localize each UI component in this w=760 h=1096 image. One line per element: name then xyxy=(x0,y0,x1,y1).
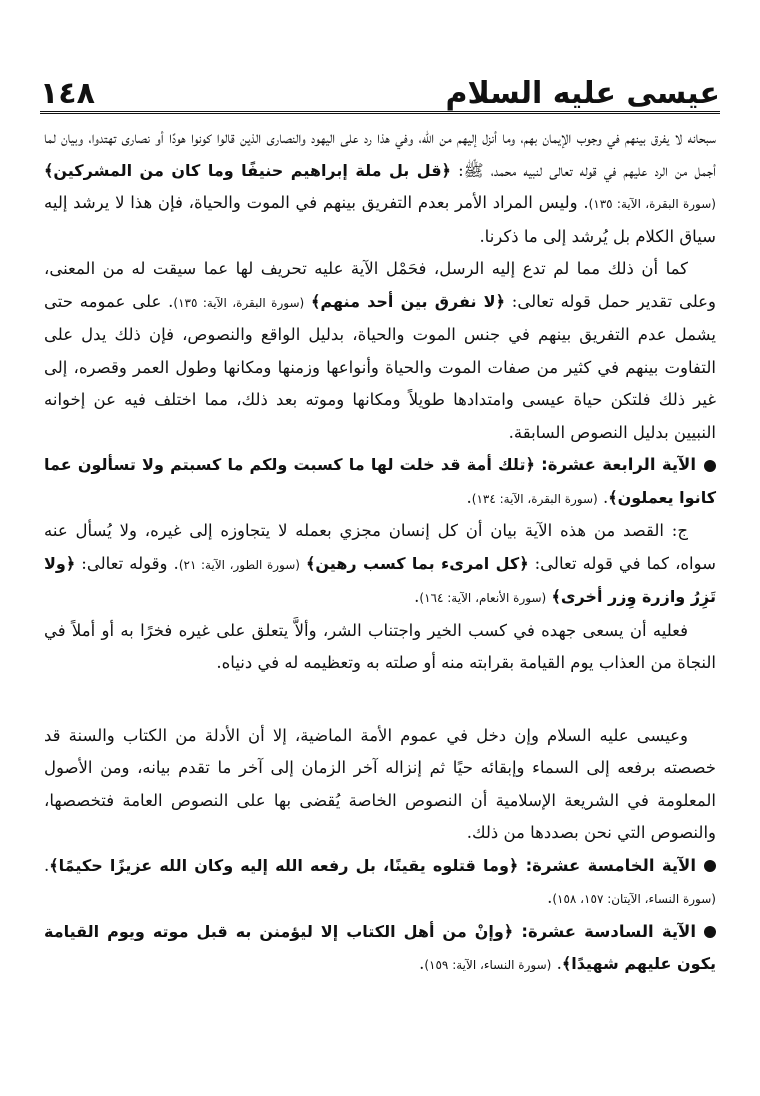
body-text xyxy=(44,122,716,982)
paragraph-7: الآية الخامسة عشرة: ﴿وما قتلوه يقينًا، بل رفعه الله إليه وكان الله عزيزًا حكيمًا﴾. (سورة النساء، الآيتان: ١٥٧، ١٥٨). xyxy=(44,855,716,907)
paragraph-6 xyxy=(44,720,716,850)
running-title: عيسى عليه السلام xyxy=(445,76,720,111)
paragraph-3: الآية الرابعة عشرة: ﴿تلك أمة قد خلت لها ما كسبت ولكم ما كسبتم ولا تسألون عما كانوا يعملون﴾. (سورة البقرة، الآية: ١٣٤). xyxy=(44,455,716,507)
paragraph-text: . وقوله تعالى: xyxy=(75,553,179,573)
paragraph-text: فعليه أن يسعى جهده في كسب الخير واجتناب الشر، وألاَّ يتعلق على غيره فخرًا به أو أملاً في النجاة من العذاب يوم القيامة بقرابته منه أو صلته به وتعظيمه له في دنياه. xyxy=(44,620,716,672)
paragraph-text: . على عمومه حتى يشمل عدم التفريق بينهم في جنس الموت والحياة، بدليل الواقع والنصوص، فإن ذلك يدل على التفاوت بينهم في كثير من صفات الموت والحياة وأنواعها وزمنها ومكانها وطول العمر وقصره، إلى غير ذلك فلتكن حياة عيسى وامتدادها طويلاً ومكانها وموته بعد ذلك، مما اختلف فيه عن إخوانه النبيين بدليل النصوص السابقة. xyxy=(44,291,717,442)
verse-heading: الآية الخامسة عشرة: xyxy=(518,855,696,875)
paragraph-text: وعيسى عليه السلام وإن دخل في عموم الأمة الماضية، إلا أن الأدلة من الكتاب والسنة قد خصصته برفعه إلى السماء وإبقائه حيًا ثم إنزاله آخر الزمان إلى آخر ما تقدم بيانه، ومن الأصول المعلومة في الشريعة الإسلامية أن النصوص الخاصة يُقضى بها على النصوص العامة فتخصصها، والنصوص التي نحن بصددها من ذلك. xyxy=(44,725,716,842)
verse-source: (سورة النساء، الآية: ١٥٩) xyxy=(424,958,552,972)
paragraph-8: الآية السادسة عشرة: ﴿وإنْ من أهل الكتاب إلا ليؤمنن به قبل موته ويوم القيامة يكون عليهم شهيدًا﴾. (سورة النساء، الآية: ١٥٩). xyxy=(44,921,716,973)
section-gap xyxy=(44,680,716,720)
quran-verse: ﴿قل بل ملة إبراهيم حنيفًا وما كان من المشركين﴾ xyxy=(44,160,451,180)
verse-source: (سورة البقرة، الآية: ١٣٤) xyxy=(471,491,598,506)
verse-source: (سورة الأنعام، الآية: ١٦٤) xyxy=(419,591,547,605)
paragraph-2 xyxy=(44,253,716,449)
paragraph-5 xyxy=(44,615,716,680)
quran-verse: ﴿وإنْ من أهل الكتاب إلا ليؤمنن به قبل موته ويوم القيامة يكون عليهم شهيدًا﴾ xyxy=(44,921,716,973)
verse-heading: الآية الرابعة عشرة: xyxy=(534,455,696,474)
paragraph-text: ج: القصد من هذه الآية بيان أن كل إنسان مجزي بعمله لا يتجاوزه إلى غيره، ولا يُسأل عنه سواه، كما في قوله تعالى: xyxy=(44,521,716,573)
verse-source: (سورة النساء، الآيتان: ١٥٧، ١٥٨) xyxy=(552,892,716,906)
bullet-icon xyxy=(704,460,716,472)
bullet-icon xyxy=(704,860,716,872)
verse-source: (سورة الطور، الآية: ٢١) xyxy=(178,557,300,572)
paragraph-text: سبحانه لا يفرق بينهم في وجوب الإيمان بهم، وما أنزل إليهم من الله، وفي هذا رد على اليهود والنصارى الذين قالوا كونوا هودًا أو نصارى تهتدوا، وبيان لما أجمل من الرد عليهم في قوله تعالى لنبيه محمد، ﷺ: xyxy=(44,128,716,180)
header-rule xyxy=(40,111,720,114)
verse-source: (سورة البقرة، الآية: ١٣٥) xyxy=(588,197,716,211)
bullet-icon xyxy=(704,926,716,938)
paragraph-text: . xyxy=(414,587,420,606)
quran-verse: ﴿ولا تَزِرُ وازرة وِزر أخرى﴾ xyxy=(44,553,716,606)
quran-verse: ﴿وما قتلوه يقينًا، بل رفعه الله إليه وكان الله عزيزًا حكيمًا﴾ xyxy=(49,855,519,875)
paragraph-text: . وليس المراد الأمر بعدم التفريق بينهم في الموت والحياة، فإن هذا لا يرشد إليه سياق الكلام بل يُرشد إلى ما ذكرنا. xyxy=(44,193,716,246)
verse-source: (سورة البقرة، الآية: ١٣٥) xyxy=(173,295,305,310)
quran-verse: ﴿تلك أمة قد خلت لها ما كسبت ولكم ما كسبتم ولا تسألون عما كانوا يعملون﴾ xyxy=(44,455,716,507)
quran-verse: ﴿لا نفرق بين أحد منهم﴾ xyxy=(311,291,505,311)
paragraph-text: كما أن ذلك مما لم تدع إليه الرسل، فحَمْل الآية عليه تحريف لها عما سيقت له من المعنى، وعلى تقدير حمل قوله تعالى: xyxy=(44,259,716,311)
verse-heading: الآية السادسة عشرة: xyxy=(513,921,696,941)
paragraph-1 xyxy=(44,122,716,253)
paragraph-4 xyxy=(44,515,716,615)
page-header xyxy=(40,68,720,114)
quran-verse: ﴿كل امرىء بما كسب رهين﴾ xyxy=(306,553,529,573)
page-number: ١٤٨ xyxy=(40,76,95,111)
